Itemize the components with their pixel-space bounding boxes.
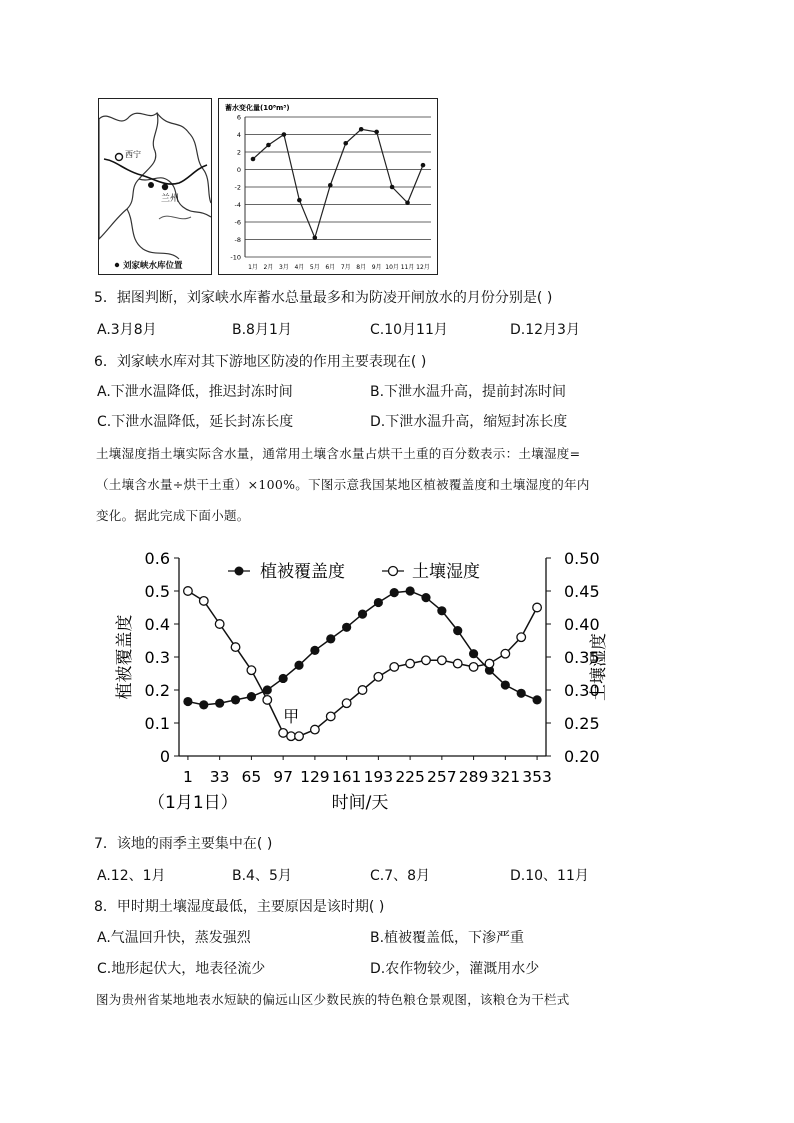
map-caption: 刘家峡水库位置 (123, 261, 183, 271)
x-tick-label: 161 (331, 768, 362, 786)
legend-label-vegetation: 植被覆盖度 (260, 562, 345, 582)
left-tick-label: 0.6 (144, 549, 170, 568)
storage-month-label: 5月 (309, 264, 320, 271)
vegetation-point (358, 610, 367, 619)
q5-option-a[interactable]: A.3月8月 (97, 322, 157, 338)
q7-option-d[interactable]: D.10、11月 (510, 868, 589, 884)
q8-option-a[interactable]: A.气温回升快，蒸发强烈 (97, 930, 251, 946)
left-tick-label: 0.3 (144, 648, 170, 667)
right-tick-label: 0.30 (564, 681, 600, 700)
storage-ytick-label: 4 (236, 131, 241, 139)
reservoir-location-map (98, 98, 212, 275)
storage-ytick-label: 6 (236, 113, 241, 122)
storage-ytick-label: -8 (234, 236, 241, 244)
map-drawing (99, 99, 211, 274)
x-axis-sublabel: （1月1日） (148, 793, 238, 813)
storage-point (421, 163, 426, 168)
intro-line-2: （土壤含水量÷烘干土重）×100%。下图示意我国某地区植被覆盖度和土壤湿度的年内 (96, 477, 590, 492)
right-tick-label: 0.25 (564, 714, 600, 733)
vegetation-point (183, 697, 192, 706)
vegetation-point (215, 699, 224, 708)
soil-point (517, 633, 526, 642)
x-tick-label: 289 (458, 768, 489, 786)
dual-chart-svg (100, 540, 620, 820)
right-tick-label: 0.40 (564, 615, 600, 634)
legend-label-soil: 土壤湿度 (412, 562, 480, 582)
vegetation-point (199, 700, 208, 709)
q7-option-b[interactable]: B.4、5月 (232, 868, 292, 884)
x-tick-label: 129 (300, 768, 330, 786)
map-label-xining: 西宁 (125, 150, 141, 159)
left-tick-label: 0.4 (144, 615, 170, 634)
vegetation-point (469, 649, 478, 658)
right-tick-label: 0.45 (564, 582, 600, 601)
vegetation-point (501, 680, 510, 689)
soil-point (358, 686, 367, 695)
q8-option-c[interactable]: C.地形起伏大，地表径流少 (97, 961, 266, 977)
vegetation-point (231, 695, 240, 704)
soil-point (501, 649, 510, 658)
vegetation-point (342, 623, 351, 632)
q8-option-b[interactable]: B.植被覆盖低，下渗严重 (370, 930, 525, 946)
storage-ytick-label: 0 (236, 166, 241, 174)
x-tick-label: 257 (427, 768, 457, 786)
q6-option-a[interactable]: A.下泄水温降低，推迟封冻时间 (97, 384, 293, 400)
storage-point (251, 157, 256, 162)
legend-marker-soil (389, 567, 398, 576)
outro-line-1: 图为贵州省某地地表水短缺的偏远山区少数民族的特色粮仓景观图，该粮仓为干栏式 (96, 992, 570, 1007)
q8-option-d[interactable]: D.农作物较少，灌溉用水少 (370, 961, 540, 977)
map-label-lanzhou: 兰州 (161, 194, 180, 204)
storage-month-label: 4月 (294, 264, 305, 271)
soil-point (533, 603, 542, 612)
q6-option-d[interactable]: D.下泄水温升高，缩短封冻长度 (370, 414, 568, 430)
storage-point (313, 235, 318, 240)
left-tick-label: 0.1 (144, 714, 170, 733)
q7-option-a[interactable]: A.12、1月 (97, 868, 166, 884)
storage-ytick-label: -6 (234, 218, 241, 227)
soil-point (311, 725, 320, 734)
x-tick-label: 225 (395, 768, 425, 786)
soil-point (438, 656, 447, 665)
x-tick-label: 97 (273, 768, 294, 786)
vegetation-point (437, 606, 446, 615)
intro-line-1: 土壤湿度指土壤实际含水量，通常用土壤含水量占烘干土重的百分数表示：土壤湿度= (96, 446, 581, 461)
x-tick-label: 33 (209, 768, 230, 786)
left-axis-title: 植被覆盖度 (115, 614, 135, 700)
soil-point (374, 673, 383, 682)
x-tick-label: 193 (363, 768, 394, 786)
vegetation-point (294, 661, 303, 670)
x-axis-title: 时间/天 (331, 793, 389, 813)
soil-point (247, 666, 256, 675)
soil-point (406, 659, 415, 668)
storage-month-label: 12月 (416, 264, 430, 271)
storage-ytick-label: 2 (236, 148, 241, 157)
q5-option-d[interactable]: D.12月3月 (510, 322, 580, 338)
vegetation-point (263, 685, 272, 694)
soil-point (453, 659, 462, 668)
left-tick-label: 0.5 (144, 582, 170, 601)
soil-point (390, 663, 399, 672)
vegetation-point (326, 634, 335, 643)
storage-ytick-label: -10 (230, 253, 241, 262)
vegetation-point (247, 692, 256, 701)
vegetation-point (421, 593, 430, 602)
right-tick-label: 0.35 (564, 648, 600, 667)
q5-option-b[interactable]: B.8月1月 (232, 322, 292, 338)
soil-point (263, 696, 272, 705)
storage-series-line (253, 129, 423, 238)
x-tick-label: 353 (522, 768, 552, 786)
storage-ytick-label: -4 (234, 201, 241, 209)
soil-point (485, 659, 494, 668)
right-tick-label: 0.20 (564, 747, 600, 766)
q7-option-c[interactable]: C.7、8月 (370, 868, 431, 884)
soil-point (422, 656, 431, 665)
vegetation-point (406, 586, 415, 595)
storage-month-label: 10月 (385, 264, 399, 271)
storage-point (374, 130, 379, 135)
q5-option-c[interactable]: C.10月11月 (370, 322, 448, 338)
vegetation-point (310, 646, 319, 655)
right-tick-label: 0.50 (564, 549, 600, 568)
storage-month-label: 2月 (263, 264, 274, 271)
storage-month-label: 7月 (340, 264, 351, 271)
storage-change-chart (218, 98, 438, 275)
soil-point (215, 620, 224, 629)
storage-point (390, 185, 395, 190)
vegetation-point (374, 598, 383, 607)
storage-point (328, 183, 333, 188)
vegetation-point (532, 695, 541, 704)
storage-month-label: 8月 (356, 264, 367, 271)
soil-point (184, 587, 193, 596)
x-tick-label: 65 (241, 768, 262, 786)
vegetation-point (390, 588, 399, 597)
x-tick-label: 1 (182, 768, 193, 786)
soil-point (231, 643, 240, 652)
storage-point (266, 143, 271, 148)
storage-ytick-label: -2 (234, 183, 241, 192)
q7-stem: 7．该地的雨季主要集中在( ) (94, 836, 273, 852)
storage-month-label: 11月 (400, 264, 415, 271)
q5-stem: 5．据图判断，刘家峡水库蓄水总量最多和为防凌开闸放水的月份分别是( ) (94, 290, 553, 306)
vegetation-point (453, 626, 462, 635)
legend-marker-vegetation (235, 567, 244, 576)
storage-chart-title: 蓄水变化量(10⁸m³) (225, 104, 290, 112)
q8-stem: 8．甲时期土壤湿度最低，主要原因是该时期( ) (94, 899, 385, 915)
right-axis-title: 土壤湿度 (589, 633, 609, 701)
storage-point (282, 132, 287, 137)
soil-point (469, 663, 478, 672)
storage-month-label: 1月 (248, 264, 258, 271)
storage-month-label: 6月 (325, 264, 336, 271)
storage-point (405, 200, 410, 205)
vegetation-soil-chart (100, 540, 620, 820)
storage-month-label: 9月 (371, 264, 382, 271)
storage-chart-svg (219, 99, 437, 274)
storage-point (343, 141, 348, 146)
intro-line-3: 变化。据此完成下面小题。 (96, 508, 250, 523)
soil-point (199, 597, 208, 606)
left-tick-label: 0 (159, 747, 170, 766)
soil-point (342, 699, 351, 708)
q6-option-c[interactable]: C.下泄水温降低，延长封冻长度 (97, 414, 294, 430)
q6-option-b[interactable]: B.下泄水温升高，提前封冻时间 (370, 384, 567, 400)
soil-point (295, 732, 304, 741)
annotation-jia: 甲 (283, 707, 300, 727)
storage-point (359, 127, 364, 132)
left-tick-label: 0.2 (144, 681, 170, 700)
vegetation-point (517, 689, 526, 698)
q6-stem: 6．刘家峡水库对其下游地区防凌的作用主要表现在( ) (94, 354, 427, 370)
storage-point (297, 198, 302, 203)
storage-month-label: 3月 (278, 264, 289, 271)
x-tick-label: 321 (490, 768, 521, 786)
vegetation-point (279, 674, 288, 683)
soil-point (326, 712, 335, 721)
